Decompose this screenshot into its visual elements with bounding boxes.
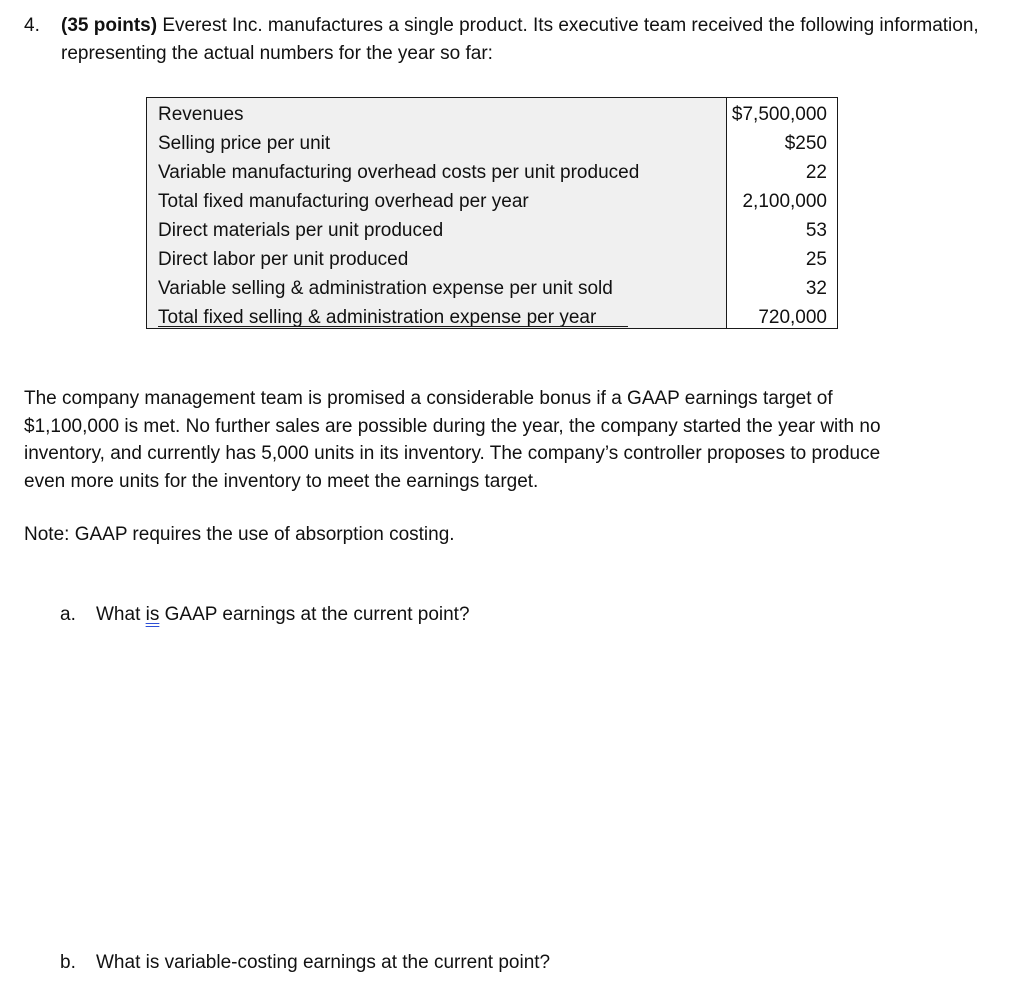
row-value-direct-materials: 53 — [805, 220, 827, 241]
table-row — [147, 274, 836, 303]
question-intro-text: Everest Inc. manufactures a single product. Its executive team received the following information, representing the actual numbers for the year so far: — [61, 15, 979, 64]
row-value-revenues: $7,500,000 — [731, 104, 827, 125]
row-label-variable-selling-admin: Variable selling & administration expense per unit sold — [158, 278, 613, 299]
sub-question-a-text-after: GAAP earnings at the current point? — [159, 604, 470, 625]
question-points: (35 points) — [61, 15, 158, 36]
table-row — [147, 303, 836, 332]
row-value-selling-price: $250 — [784, 133, 827, 154]
scenario-paragraph: The company management team is promised a considerable bonus if a GAAP earnings target of $1,100,000 is met. No further sales are possible during the year, the company started the year with no inventory, and currently has 5,000 units in its inventory. The company’s controller proposes to produce even more units for the inventory to meet the earnings target. — [24, 388, 881, 492]
row-label-selling-price: Selling price per unit — [158, 133, 331, 154]
row-label-variable-mfg-overhead: Variable manufacturing overhead costs per unit produced — [158, 162, 640, 183]
row-label-fixed-mfg-overhead: Total fixed manufacturing overhead per year — [158, 191, 529, 212]
row-value-direct-labor: 25 — [805, 249, 827, 270]
row-label-direct-materials: Direct materials per unit produced — [158, 220, 444, 241]
table-row — [147, 245, 836, 274]
table-row — [147, 216, 836, 245]
row-label-revenues: Revenues — [158, 104, 244, 125]
question-intro — [61, 12, 981, 68]
row-value-fixed-mfg-overhead: 2,100,000 — [742, 191, 827, 212]
sub-question-b-text: What is variable-costing earnings at the current point? — [96, 952, 551, 973]
row-label-fixed-selling-admin: Total fixed selling & administration expense per year — [158, 307, 597, 328]
table-row — [147, 100, 836, 129]
sub-question-b-letter: b. — [60, 952, 76, 973]
gaap-note: Note: GAAP requires the use of absorption costing. — [24, 524, 455, 545]
row-value-variable-mfg-overhead: 22 — [805, 162, 827, 183]
table-row — [147, 187, 836, 216]
table-row — [147, 158, 836, 187]
cost-data-table — [146, 97, 837, 329]
table-bottom-rule — [158, 326, 628, 327]
row-value-fixed-selling-admin: 720,000 — [758, 307, 827, 328]
grammar-flagged-word: is — [145, 604, 160, 625]
row-value-variable-selling-admin: 32 — [805, 278, 827, 299]
question-number: 4. — [24, 15, 40, 36]
sub-question-a-letter: a. — [60, 604, 76, 625]
sub-question-a-text-before: What — [96, 604, 146, 625]
table-row — [147, 129, 836, 158]
sub-question-a-text — [96, 601, 470, 629]
row-label-direct-labor: Direct labor per unit produced — [158, 249, 409, 270]
